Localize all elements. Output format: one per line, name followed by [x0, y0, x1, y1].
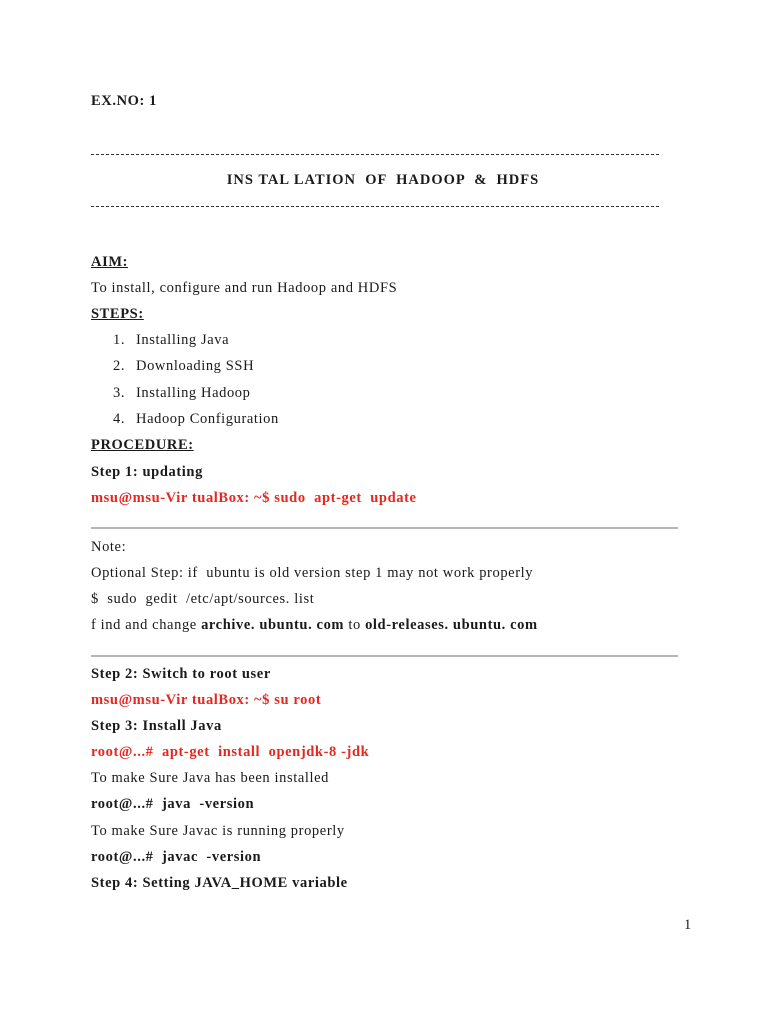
step3-title: Step 3: Install Java	[91, 718, 222, 734]
note-bottom-rule	[91, 655, 678, 657]
step2-command: msu@msu-Vir tualBox: ~$ su root	[91, 692, 322, 708]
check-javac-command: root@...# javac -version	[91, 849, 262, 865]
note-find-to: old-releases. ubuntu. com	[365, 617, 538, 633]
step1-title: Step 1: updating	[91, 464, 203, 480]
procedure-heading: PROCEDURE:	[91, 437, 194, 453]
note-top-rule	[91, 527, 678, 529]
steps-heading: STEPS:	[91, 306, 144, 322]
note-find-from: archive. ubuntu. com	[201, 617, 345, 633]
note-optional-text: Optional Step: if ubuntu is old version step 1 may not work properly	[91, 565, 534, 581]
exercise-number: EX.NO: 1	[91, 93, 158, 109]
step3-command: root@...# apt-get install openjdk-8 -jdk	[91, 744, 370, 760]
note-label: Note:	[91, 539, 127, 555]
note-find-mid: to	[344, 617, 366, 633]
check-java-command: root@...# java -version	[91, 796, 255, 812]
list-item-number: 2.	[113, 358, 126, 374]
list-item-number: 4.	[113, 411, 126, 427]
list-item-number: 3.	[113, 385, 126, 401]
bottom-dashed-divider	[91, 206, 659, 207]
list-item-label: Installing Hadoop	[136, 385, 251, 401]
top-dashed-divider	[91, 154, 659, 155]
page-number: 1	[684, 917, 692, 933]
document-title: INS TAL LATION OF HADOOP & HDFS	[226, 172, 540, 188]
aim-text: To install, configure and run Hadoop and HDFS	[91, 280, 398, 296]
list-item-label: Downloading SSH	[136, 358, 255, 374]
list-item-label: Installing Java	[136, 332, 230, 348]
step2-title: Step 2: Switch to root user	[91, 666, 271, 682]
note-command: $ sudo gedit /etc/apt/sources. list	[91, 591, 315, 607]
check-javac-text: To make Sure Javac is running properly	[91, 823, 345, 839]
step4-title: Step 4: Setting JAVA_HOME variable	[91, 875, 348, 891]
note-find-change	[91, 616, 538, 634]
note-find-prefix: f ind and change	[91, 617, 202, 633]
step1-command: msu@msu-Vir tualBox: ~$ sudo apt-get update	[91, 490, 417, 506]
check-java-text: To make Sure Java has been installed	[91, 770, 330, 786]
list-item-label: Hadoop Configuration	[136, 411, 279, 427]
aim-heading: AIM:	[91, 254, 129, 270]
list-item-number: 1.	[113, 332, 126, 348]
